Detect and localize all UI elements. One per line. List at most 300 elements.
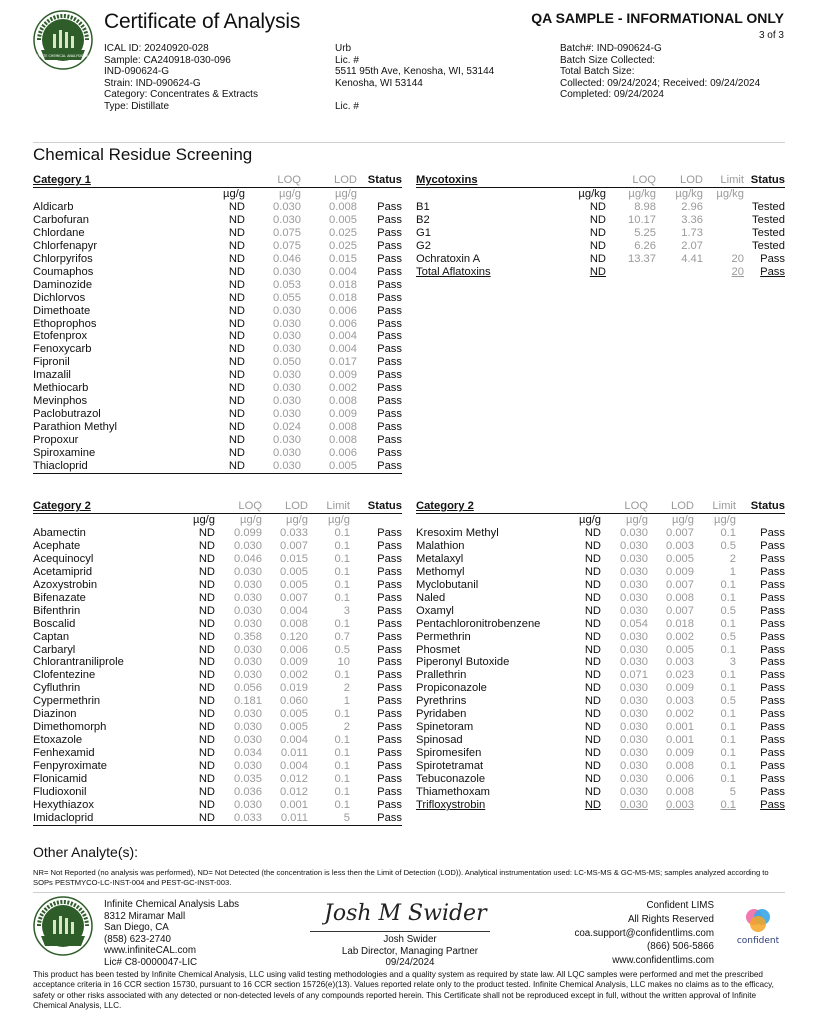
result: ND [198,565,215,578]
lims-contact [574,899,714,968]
lab-contact-line: 8312 Miramar Mall [104,910,186,922]
status: Pass [377,682,402,695]
limit: 0.1 [334,617,350,630]
loq: 0.030 [620,734,648,747]
unit-label: µg/g [240,514,262,526]
signature-script: Josh M Swider [324,901,487,926]
analyte-name: Coumaphos [33,265,94,278]
result: ND [198,773,215,786]
status: Pass [377,213,402,226]
lod: 0.018 [329,278,357,291]
client-info [335,43,494,112]
analyte-name: Dimethoate [33,304,91,317]
table-row [33,434,402,447]
status: Pass [760,708,785,721]
loq: 0.030 [273,447,301,460]
result: ND [584,734,601,747]
limit: 0.1 [720,591,736,604]
table-row [416,540,785,553]
analyte-name: Spirotetramat [416,760,484,773]
sample-info-line: Type: Distillate [104,100,170,112]
loq: 0.030 [620,526,648,539]
loq: 0.030 [234,604,262,617]
result: ND [228,421,245,434]
status: Pass [377,434,402,447]
loq: 0.046 [273,252,301,265]
analyte-name: Pentachloronitrobenzene [416,617,541,630]
loq: 0.030 [620,630,648,643]
column-header [571,499,601,514]
status: Tested [752,226,785,239]
divider [33,892,785,893]
status: Pass [377,356,402,369]
lims-website-link[interactable]: www.confidentlims.com [612,955,714,967]
table-row [33,747,402,760]
result: ND [589,200,606,213]
table-row [416,708,785,721]
result: ND [228,226,245,239]
loq: 0.358 [234,630,262,643]
unit-label [744,188,785,201]
loq: 0.030 [620,682,648,695]
lod: 0.008 [666,786,694,799]
loq: 0.030 [273,408,301,421]
analyte-name: Spiromesifen [416,747,482,760]
analyte-name: G1 [416,226,431,239]
table-row [33,408,402,421]
analyte-name: Daminozide [33,278,93,291]
result: ND [589,239,606,252]
analyte-name: Carbofuran [33,213,89,226]
status: Pass [377,382,402,395]
logo-text: INFINITE CHEMICAL ANALYSIS LABS [33,54,93,58]
status: Tested [752,213,785,226]
analyte-name: B2 [416,213,430,226]
analyte-name: Chlordane [33,226,85,239]
result: ND [584,798,601,811]
analyte-name: Fenhexamid [33,747,95,760]
table-row [416,253,785,266]
limit: 0.1 [334,539,350,552]
loq: 0.030 [234,578,262,591]
status: Pass [760,539,785,552]
lab-contact-line: Lic# C8-0000047-LIC [104,956,198,968]
loq: 0.030 [273,317,301,330]
limit: 0.1 [720,734,736,747]
status: Pass [357,460,402,473]
lod: 0.006 [666,773,694,786]
column-header: Status [357,173,402,188]
limit: 0.5 [720,539,736,552]
status: Pass [760,786,785,799]
limit: 0.1 [334,526,350,539]
table-row [33,553,402,566]
status: Pass [377,330,402,343]
signer-name: Josh Swider [383,934,437,945]
loq: 0.030 [273,382,301,395]
status: Pass [377,343,402,356]
unit-label: µg/g [223,188,245,200]
status: Pass [377,734,402,747]
table-row [33,592,402,605]
loq: 10.17 [628,213,656,226]
client-info-line: Lic. # [335,100,359,112]
status: Pass [377,252,402,265]
limit: 0.1 [720,669,736,682]
table-row [33,305,402,318]
status: Pass [377,395,402,408]
loq: 0.099 [234,526,262,539]
analyte-name: Acephate [33,539,81,552]
lab-contact-line: (858) 623-2740 [104,933,171,945]
table-row [416,579,785,592]
batch-info-line: Batch#: IND-090624-G [560,43,662,54]
lod: 0.018 [329,291,357,304]
analyte-name: Bifenthrin [33,604,81,617]
lims-email-link[interactable]: coa.support@confidentlims.com [574,927,714,939]
limit: 5 [729,786,736,799]
result: ND [198,708,215,721]
status: Pass [760,565,785,578]
category2-table-right [416,499,785,812]
limit [703,201,744,214]
table-row [33,669,402,682]
loq: 0.030 [620,773,648,786]
batch-info-line: Total Batch Size: [560,66,635,77]
table-row [33,799,402,812]
table-row [33,695,402,708]
lod: 3.36 [681,213,703,226]
result: ND [584,760,601,773]
analyte-name: Paclobutrazol [33,408,101,421]
limit: 3 [729,656,736,669]
lod: 0.012 [280,773,308,786]
lod: 0.007 [666,604,694,617]
lod: 0.009 [666,565,694,578]
table-row [33,253,402,266]
result: ND [228,317,245,330]
status: Pass [377,552,402,565]
lod: 0.002 [280,669,308,682]
lod: 0.008 [329,434,357,447]
limit: 0.1 [334,747,350,760]
loq: 0.030 [234,565,262,578]
result: ND [198,798,215,811]
loq: 0.030 [234,591,262,604]
status: Pass [760,552,785,565]
column-header: Status [744,173,785,188]
limit: 0.1 [720,643,736,656]
analyte-name: Fenoxycarb [33,343,92,356]
disclaimer: This product has been tested by Infinite Chemical Analysis, LLC using valid testing methodologies and a quality system as required by state law. All LQC samples were performed and met the prescribed acceptance criteria in 16 CCR section 15730, pursuant to 16 CCR section 15726(e)(13). Values reported relate only to the product tested. Infinite Chemical Analysis, LLC makes no claims as to the efficacy, safety or other risks associated with any detected or non-detected levels of any compounds reported herein. This Certificate shall not be reproduced except in full, without the written approval of Infinite Chemical Analysis, LLC. [33,970,774,1010]
lod: 0.003 [666,695,694,708]
limit: 20 [731,265,744,278]
lod: 0.003 [666,798,694,811]
analyte-name: Fipronil [33,356,70,369]
loq: 0.030 [234,760,262,773]
result: ND [228,252,245,265]
lod: 0.008 [329,200,357,213]
signature [322,896,502,930]
status: Pass [760,617,785,630]
lab-website-link[interactable]: www.infiniteCAL.com [104,945,197,957]
limit: 0.1 [720,578,736,591]
loq: 0.030 [234,721,262,734]
analyte-name: Chlorfenapyr [33,239,98,252]
status: Pass [760,630,785,643]
table-title: Category 2 [33,499,181,514]
result: ND [584,773,601,786]
table-row [33,343,402,356]
status: Pass [760,721,785,734]
page-number: 3 of 3 [758,30,784,41]
analyte-name: Pyridaben [416,708,467,721]
status: Pass [760,604,785,617]
lod: 0.009 [329,369,357,382]
table-row [416,656,785,669]
lod: 0.002 [666,630,694,643]
result: ND [228,408,245,421]
analyte-name: Spinetoram [416,721,474,734]
limit [703,240,744,253]
table-row [33,682,402,695]
loq: 0.030 [620,643,648,656]
loq: 0.030 [620,708,648,721]
lod: 0.005 [280,708,308,721]
client-info-line: 5511 95th Ave, Kenosha, WI, 53144 [335,66,495,77]
status: Pass [377,721,402,734]
table-row [33,605,402,618]
batch-info-line: Batch Size Collected: [560,54,656,66]
loq: 0.034 [234,747,262,760]
analyte-name: Oxamyl [416,604,454,617]
status: Pass [760,578,785,591]
lod: 0.009 [666,682,694,695]
unit-label: µg/g [626,514,648,526]
table-row [416,566,785,579]
analyte-name: Aldicarb [33,200,74,213]
loq: 5.25 [634,226,656,239]
table-row [416,605,785,618]
loq: 0.030 [273,343,301,356]
table-row [33,786,402,799]
status: Pass [377,708,402,721]
unit-label: µg/g [193,514,215,526]
analyte-name: Imidacloprid [33,812,181,825]
table-row [416,682,785,695]
unit-label [416,188,566,201]
analyte-name: Phosmet [416,643,461,656]
loq: 0.050 [273,356,301,369]
table-row [33,460,402,473]
status: Pass [377,578,402,591]
lod: 0.120 [280,630,308,643]
table-row [416,618,785,631]
column-header: LOD [301,173,357,188]
analyte-name: Propoxur [33,434,79,447]
loq: 0.024 [273,421,301,434]
column-header: Limit [694,499,736,514]
analyte-name: Spiroxamine [33,447,96,460]
table-row [416,786,785,799]
result: ND [584,526,601,539]
table-row [33,356,402,369]
status: Pass [377,786,402,799]
table-row [33,760,402,773]
analyte-name: Myclobutanil [416,578,479,591]
result: ND [198,682,215,695]
signer-date: 09/24/2024 [385,957,435,969]
analyte-name: Diazinon [33,708,77,721]
lims-rights: All Rights Reserved [627,913,714,925]
table-row [33,812,402,825]
result: ND [198,578,215,591]
result: ND [584,682,601,695]
sample-info-line: Category: Concentrates & Extracts [104,89,258,100]
column-header: LOD [262,499,308,514]
status: Pass [760,682,785,695]
client-info-line: Kenosha, WI 53144 [335,77,423,89]
unit-label [350,514,402,527]
client-info-line: Urb [335,43,352,54]
column-header [185,173,245,188]
analyte-name: Acetamiprid [33,565,93,578]
lod: 0.008 [329,421,357,434]
unit-label [33,514,181,527]
lod: 0.002 [666,708,694,721]
limit: 0.5 [334,643,350,656]
table-row [416,721,785,734]
limit: 10 [337,656,350,669]
sample-info-line: Sample: CA240918-030-096 [104,54,231,66]
status: Pass [377,200,402,213]
loq: 0.053 [273,278,301,291]
limit: 0.1 [720,760,736,773]
table-row [416,695,785,708]
limit: 0.1 [334,786,350,799]
loq [606,266,656,279]
mycotoxins-table [416,173,785,279]
loq: 0.030 [620,604,648,617]
loq: 0.075 [273,226,301,239]
table-row [33,447,402,460]
status: Pass [760,734,785,747]
qa-banner: QA SAMPLE - INFORMATIONAL ONLY [531,10,784,26]
result: ND [198,786,215,799]
result: ND [589,226,606,239]
other-analytes-title: Other Analyte(s): [33,844,139,860]
abbreviation-note: NR= Not Reported (no analysis was performed), ND= Not Detected (the concentration is less then the Limit of Detection (LOD)). Analytical instrumentation used: LC-MS-MS & GC-MS-MS; samples analyzed according to SOPs PESTMYCO-LC-INST-004 and PEST-GC-INST-003. [33,868,769,887]
table-row [416,644,785,657]
lod: 0.001 [666,721,694,734]
analyte-name: Clofentezine [33,669,96,682]
unit-label: µg/kg [675,188,703,200]
lod: 0.006 [280,643,308,656]
loq: 0.030 [620,760,648,773]
lod: 0.001 [280,798,308,811]
result: ND [584,643,601,656]
table-row [416,747,785,760]
status: Pass [760,747,785,760]
status: Pass [377,565,402,578]
limit: 0.1 [334,591,350,604]
status: Pass [377,369,402,382]
analyte-name: Dimethomorph [33,721,107,734]
loq: 6.26 [634,239,656,252]
result: ND [198,734,215,747]
table-row [33,214,402,227]
loq: 0.030 [620,786,648,799]
status: Pass [377,695,402,708]
analyte-name: Ochratoxin A [416,252,481,265]
lod: 0.005 [666,643,694,656]
analyte-name: Mevinphos [33,395,88,408]
loq: 0.030 [234,643,262,656]
lod: 0.007 [666,526,694,539]
analyte-name: Fenpyroximate [33,760,107,773]
status: Pass [377,408,402,421]
loq: 0.030 [273,395,301,408]
analyte-name: Permethrin [416,630,471,643]
unit-label: µg/kg [628,188,656,200]
column-header: Limit [703,173,744,188]
table-row [416,760,785,773]
lod: 0.006 [329,447,357,460]
limit: 20 [731,252,744,265]
status: Pass [760,669,785,682]
analyte-name: Pyrethrins [416,695,467,708]
divider [33,142,785,143]
result: ND [228,395,245,408]
table-row [416,734,785,747]
column-header: LOQ [215,499,262,514]
result: ND [589,213,606,226]
loq: 0.030 [234,539,262,552]
result: ND [584,669,601,682]
table-row [416,527,785,540]
loq: 0.030 [234,656,262,669]
lod: 0.017 [329,356,357,369]
result: ND [198,760,215,773]
lod: 0.015 [280,552,308,565]
page-title: Certificate of Analysis [104,10,301,33]
result: ND [584,552,601,565]
result: ND [198,617,215,630]
status: Pass [377,526,402,539]
result: ND [228,278,245,291]
unit-label: µg/g [579,514,601,526]
unit-label [33,188,185,201]
result: ND [589,252,606,265]
lims-phone: (866) 506-5866 [647,941,714,953]
loq: 0.030 [273,434,301,447]
unit-label: µg/g [328,514,350,526]
status: Tested [752,200,785,213]
result: ND [584,578,601,591]
column-header [566,173,606,188]
result: ND [584,747,601,760]
loq: 0.030 [273,200,301,213]
lod: 0.004 [280,760,308,773]
lod: 0.019 [280,682,308,695]
result: ND [584,539,601,552]
analyte-name: Metalaxyl [416,552,464,565]
table-row [33,292,402,305]
unit-label [416,514,571,527]
result: ND [198,552,215,565]
status: Pass [377,447,402,460]
result: ND [584,708,601,721]
